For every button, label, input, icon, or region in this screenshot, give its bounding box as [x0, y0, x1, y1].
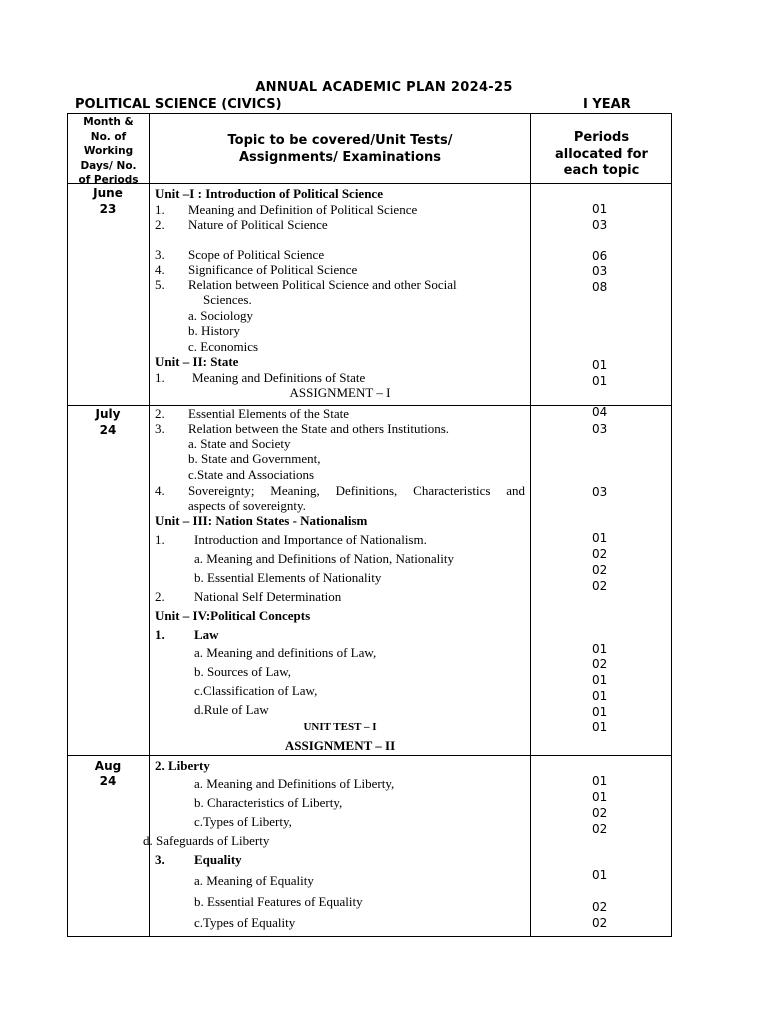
topic-column-header: Topic to be covered/Unit Tests/ Assignments/ Examinations	[227, 133, 453, 165]
sub-topic: c. Economics	[188, 339, 259, 354]
period-value: 03	[592, 485, 608, 499]
period-value: 03	[592, 218, 608, 232]
item-number: 4.	[155, 262, 165, 277]
unit-heading: Unit – III: Nation States - Nationalism	[155, 513, 368, 528]
period-value: 01	[592, 358, 608, 372]
row-divider	[68, 183, 671, 184]
period-value: 02	[592, 563, 608, 577]
topic-heading: 2. Liberty	[155, 758, 210, 773]
period-value: 03	[592, 264, 608, 278]
topic-item: National Self Determination	[194, 589, 342, 604]
sub-topic: b. History	[188, 323, 240, 338]
sub-topic: a. Sociology	[188, 308, 253, 323]
academic-plan-table	[67, 113, 672, 937]
topic-item: Nature of Political Science	[188, 217, 328, 232]
topic-item: Meaning and Definitions of State	[192, 370, 366, 385]
period-value: 01	[592, 531, 608, 545]
item-number: 1.	[155, 532, 165, 547]
item-number: 5.	[155, 277, 165, 292]
period-value: 01	[592, 774, 608, 788]
row-divider	[68, 755, 671, 756]
topic-heading: Equality	[194, 852, 242, 867]
item-number: 4.	[155, 483, 165, 498]
assignment-label: ASSIGNMENT – I	[289, 385, 391, 400]
periods-column-header: Periods allocated for each topic	[555, 130, 648, 178]
period-value: 01	[592, 705, 608, 719]
item-number: 3.	[155, 247, 165, 262]
working-days-june: 23	[99, 202, 117, 216]
topic-item-continued: Sciences.	[203, 292, 252, 307]
topic-item: Introduction and Importance of Nationalism.	[194, 532, 427, 547]
year-heading: I YEAR	[583, 97, 631, 112]
period-value: 02	[592, 900, 608, 914]
month-july: July	[95, 407, 121, 421]
sub-topic: b. Sources of Law,	[194, 664, 291, 679]
topic-item: Scope of Political Science	[188, 247, 325, 262]
period-value: 01	[592, 720, 608, 734]
month-aug: Aug	[94, 759, 122, 773]
period-value: 03	[592, 422, 608, 436]
topic-item: Significance of Political Science	[188, 262, 358, 277]
sub-topic: c.Types of Liberty,	[194, 814, 292, 829]
period-value: 01	[592, 868, 608, 882]
sub-topic: c.Classification of Law,	[194, 683, 318, 698]
sub-topic: c.State and Associations	[188, 467, 315, 482]
document-title: ANNUAL ACADEMIC PLAN 2024-25	[255, 80, 513, 95]
period-value: 02	[592, 657, 608, 671]
period-value: 01	[592, 642, 608, 656]
period-value: 02	[592, 822, 608, 836]
month-column-header: Month & No. of Working Days/ No. of Periods	[78, 116, 139, 186]
sub-topic: a. Meaning and definitions of Law,	[194, 645, 377, 660]
period-value: 02	[592, 916, 608, 930]
topic-item-continued: aspects of sovereignty.	[188, 498, 306, 513]
item-number: 3.	[155, 421, 165, 436]
topic-item: Essential Elements of the State	[188, 406, 350, 421]
unit-test-label: UNIT TEST – I	[303, 721, 377, 733]
unit-heading: Unit –I : Introduction of Political Science	[155, 186, 383, 201]
period-value: 02	[592, 547, 608, 561]
unit-heading: Unit – IV:Political Concepts	[155, 608, 311, 623]
period-value: 08	[592, 280, 608, 294]
sub-topic: b. Essential Features of Equality	[194, 894, 363, 909]
period-value: 06	[592, 249, 608, 263]
topic-item: Relation between the State and others Institutions.	[188, 421, 450, 436]
working-days-aug: 24	[99, 774, 117, 788]
period-value: 04	[592, 405, 608, 419]
period-value: 01	[592, 202, 608, 216]
sub-topic: c.Types of Equality	[194, 915, 296, 930]
item-number: 2.	[155, 406, 165, 421]
sub-topic: b. Essential Elements of Nationality	[194, 570, 382, 585]
item-number: 1.	[155, 370, 165, 385]
sub-topic: d.Rule of Law	[194, 702, 269, 717]
period-value: 02	[592, 579, 608, 593]
sub-topic: a. Meaning and Definitions of Liberty,	[194, 776, 395, 791]
period-value: 02	[592, 806, 608, 820]
column-divider	[149, 114, 150, 936]
item-number: 3.	[155, 852, 165, 867]
column-divider	[530, 114, 531, 936]
sub-topic: a. Meaning and Definitions of Nation, Nationality	[194, 551, 454, 566]
sub-topic: a. State and Society	[188, 436, 291, 451]
period-value: 01	[592, 790, 608, 804]
sub-topic: a. Meaning of Equality	[194, 873, 314, 888]
unit-heading: Unit – II: State	[155, 354, 239, 369]
topic-item: Relation between Political Science and other Social	[188, 277, 457, 292]
period-value: 01	[592, 374, 608, 388]
topic-item: Sovereignty; Meaning, Definitions, Characteristics and	[188, 483, 525, 498]
period-value: 01	[592, 673, 608, 687]
topic-heading: Law	[194, 627, 219, 642]
item-number: 2.	[155, 217, 165, 232]
sub-topic: b. State and Government,	[188, 451, 321, 466]
period-value: 01	[592, 689, 608, 703]
item-number: 1.	[155, 202, 165, 217]
sub-topic: d. Safeguards of Liberty	[143, 833, 270, 848]
item-number: 1.	[155, 627, 165, 642]
topic-item: Meaning and Definition of Political Science	[188, 202, 418, 217]
item-number: 2.	[155, 589, 165, 604]
month-june: June	[93, 186, 123, 200]
assignment-label: ASSIGNMENT – II	[284, 738, 396, 753]
working-days-july: 24	[99, 423, 117, 437]
sub-topic: b. Characteristics of Liberty,	[194, 795, 343, 810]
subject-heading: POLITICAL SCIENCE (CIVICS)	[75, 97, 282, 112]
